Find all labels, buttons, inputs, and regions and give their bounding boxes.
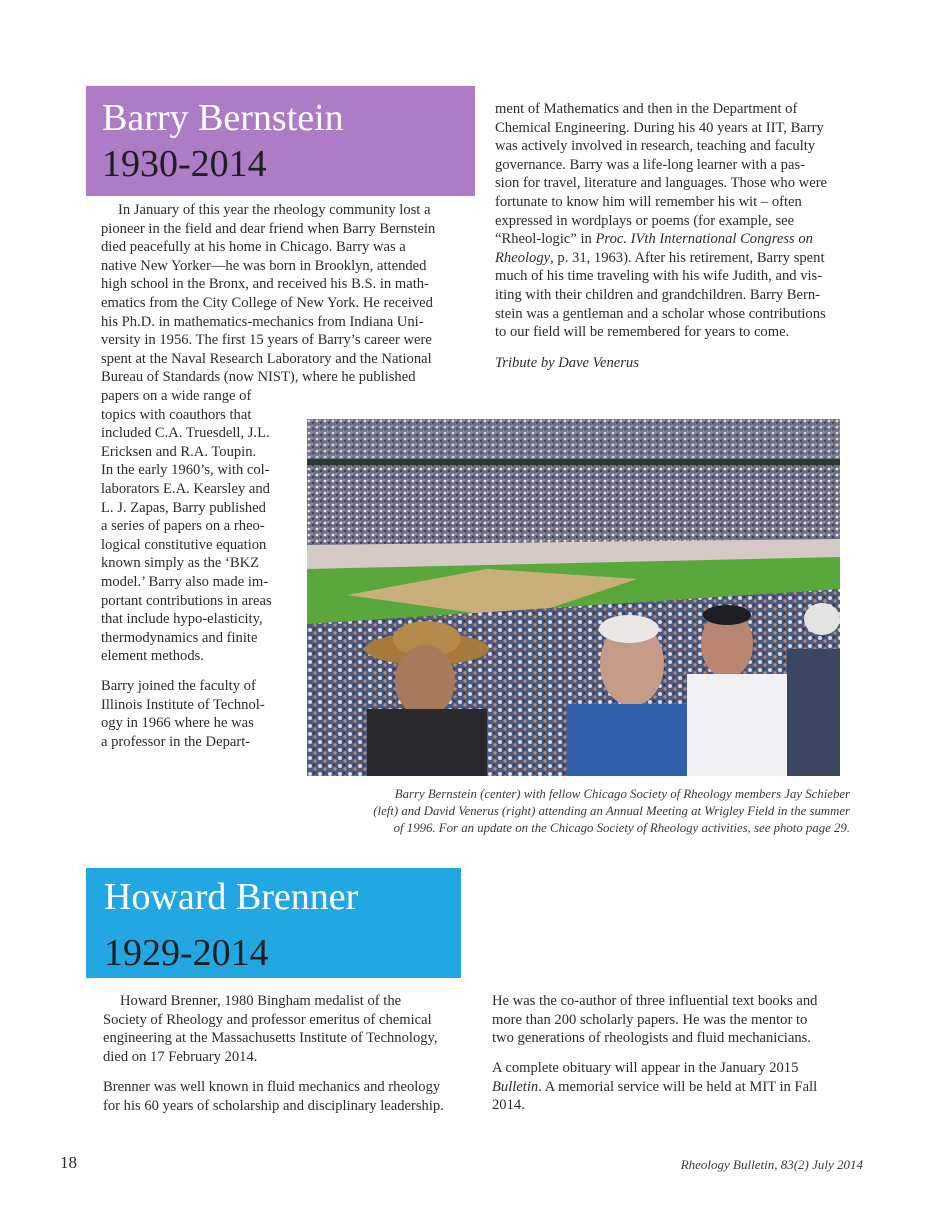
proceedings-title: Proc. IVth International Congress on: [595, 231, 813, 248]
text-line: versity in 1956. The first 15 years of Barry’s career were: [101, 332, 432, 349]
text-line: to our field will be remembered for years to come.: [495, 324, 790, 341]
text-line: included C.A. Truesdell, J.L.: [101, 425, 270, 442]
text-line: In January of this year the rheology community lost a: [118, 202, 431, 218]
text-line: topics with coauthors that: [101, 406, 252, 423]
text-line: engineering at the Massachusetts Institute of Technology,: [103, 1030, 438, 1047]
text-line: expressed in wordplays or poems (for example, see: [495, 212, 795, 229]
brenner-paragraph-4: [492, 1059, 862, 1115]
text-line: much of his time traveling with his wife Judith, and vis-: [495, 268, 823, 285]
text-line: a professor in the Depart-: [101, 733, 251, 750]
text-line: thermodynamics and finite: [101, 629, 258, 646]
photo-illustration: [307, 419, 840, 776]
text-line: ogy in 1966 where he was: [101, 715, 254, 732]
brenner-paragraph-3: [492, 992, 862, 1048]
howard-brenner-banner: [86, 868, 461, 978]
article-title-name: Howard Brenner: [104, 876, 359, 918]
text-line: more than 200 scholarly papers. He was the mentor to: [492, 1011, 808, 1028]
text-line: high school in the Bronx, and received his B.S. in math-: [101, 276, 429, 293]
bernstein-paragraph-2: [101, 677, 301, 751]
bernstein-paragraph-1-continued: [101, 387, 301, 666]
proceedings-title: Rheology: [495, 249, 551, 266]
text-line: portant contributions in areas: [101, 592, 272, 609]
text-line: Society of Rheology and professor emeritus of chemical: [103, 1011, 432, 1028]
article-title-name: Barry Bernstein: [102, 97, 344, 139]
bernstein-paragraph-1: [101, 201, 471, 387]
text-line: native New Yorker—he was born in Brooklyn, attended: [101, 257, 427, 274]
text-line: ematics from the City College of New York. He received: [101, 294, 433, 311]
text-line: He was the co-author of three influential text books and: [492, 993, 818, 1009]
article-title-years: 1929-2014: [104, 932, 269, 974]
text-line: that include hypo-elasticity,: [101, 611, 263, 628]
text-line: 2014.: [492, 1097, 525, 1114]
caption-line: (left) and David Venerus (right) attending an Annual Meeting at Wrigley Field in the summer: [373, 804, 850, 818]
text-line: In the early 1960’s, with col-: [101, 462, 270, 479]
text-line: governance. Barry was a life-long learner with a pas-: [495, 156, 805, 173]
text-line: was actively involved in research, teaching and faculty: [495, 138, 816, 155]
barry-bernstein-banner: [86, 86, 475, 196]
text-line: for his 60 years of scholarship and disciplinary leadership.: [103, 1097, 444, 1114]
text-span: “Rheol-logic” in: [495, 231, 596, 248]
text-line: iting with their children and grandchildren. Barry Bern-: [495, 286, 821, 303]
text-line: [492, 1078, 862, 1097]
caption-line: Barry Bernstein (center) with fellow Chicago Society of Rheology members Jay Schieber: [394, 787, 850, 801]
text-line: [495, 230, 865, 249]
text-line: Howard Brenner, 1980 Bingham medalist of the: [120, 993, 402, 1009]
text-line: [495, 249, 865, 268]
text-line: Illinois Institute of Technol-: [101, 696, 265, 713]
text-line: spent at the Naval Research Laboratory and the National: [101, 350, 432, 367]
text-line: died peacefully at his home in Chicago. Barry was a: [101, 239, 406, 256]
text-line: ment of Mathematics and then in the Department of: [495, 101, 798, 117]
text-line: A complete obituary will appear in the January 2015: [492, 1060, 799, 1076]
brenner-paragraph-2: [103, 1078, 478, 1115]
wrigley-field-photo: [307, 419, 840, 776]
photo-caption: [320, 786, 850, 837]
bernstein-paragraph-2-continued: [495, 100, 865, 342]
text-line: died on 17 February 2014.: [103, 1048, 258, 1065]
journal-citation: Rheology Bulletin, 83(2) July 2014: [680, 1157, 863, 1172]
article-title-years: 1930-2014: [102, 143, 267, 185]
text-span: , p. 31, 1963). After his retirement, Barry spent: [550, 249, 825, 266]
text-line: known simply as the ‘BKZ: [101, 555, 260, 572]
text-line: laborators E.A. Kearsley and: [101, 480, 270, 497]
text-line: Brenner was well known in fluid mechanics and rheology: [103, 1079, 441, 1095]
brenner-paragraph-1: [103, 992, 473, 1066]
text-line: logical constitutive equation: [101, 536, 267, 553]
text-line: papers on a wide range of: [101, 388, 252, 404]
text-line: model.’ Barry also made im-: [101, 573, 269, 590]
text-line: sion for travel, literature and languages. Those who were: [495, 175, 828, 192]
text-line: two generations of rheologists and fluid mechanicians.: [492, 1030, 811, 1047]
caption-line: of 1996. For an update on the Chicago Society of Rheology activities, see photo page 29.: [393, 821, 850, 835]
page-number: 18: [60, 1153, 77, 1172]
text-line: Barry joined the faculty of: [101, 678, 256, 694]
text-line: pioneer in the field and dear friend when Barry Bernstein: [101, 220, 436, 237]
bulletin-title: Bulletin: [492, 1078, 539, 1095]
text-span: . A memorial service will be held at MIT in Fall: [538, 1078, 818, 1095]
text-line: Bureau of Standards (now NIST), where he published: [101, 369, 416, 386]
text-line: Ericksen and R.A. Toupin.: [101, 443, 257, 460]
tribute-credit: Tribute by Dave Venerus: [495, 355, 639, 371]
text-line: stein was a gentleman and a scholar whose contributions: [495, 305, 826, 322]
text-line: a series of papers on a rheo-: [101, 518, 265, 535]
text-line: Chemical Engineering. During his 40 years at IIT, Barry: [495, 119, 824, 136]
text-line: element methods.: [101, 648, 204, 665]
text-line: fortunate to know him will remember his wit – often: [495, 193, 802, 210]
text-line: L. J. Zapas, Barry published: [101, 499, 266, 516]
text-line: his Ph.D. in mathematics-mechanics from Indiana Uni-: [101, 313, 424, 330]
